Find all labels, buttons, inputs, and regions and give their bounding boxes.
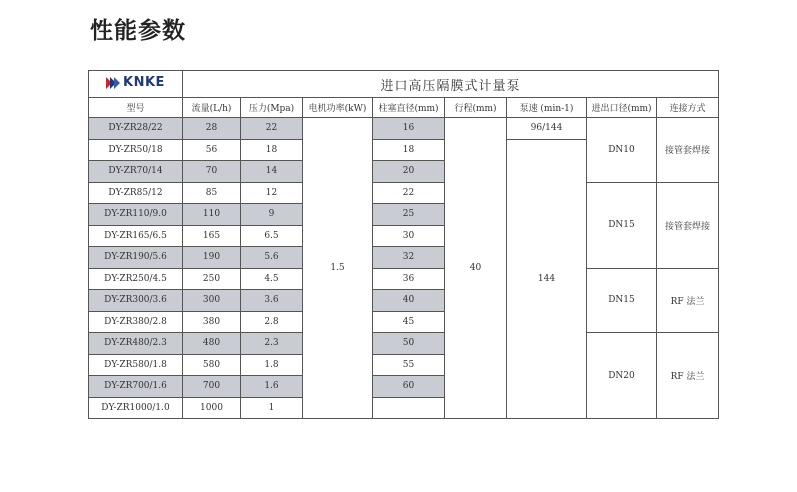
cell-flow: 190 bbox=[183, 247, 241, 269]
table-row bbox=[89, 118, 719, 140]
cell-flow: 380 bbox=[183, 311, 241, 333]
cell-connection: 接管套焊接 bbox=[657, 182, 719, 268]
header-port-diameter: 进出口径(mm) bbox=[587, 98, 657, 118]
cell-flow: 85 bbox=[183, 182, 241, 204]
header-pump-speed: 泵速 (min-1) bbox=[507, 98, 587, 118]
cell-flow: 300 bbox=[183, 290, 241, 312]
cell-plunger-diameter: 22 bbox=[373, 182, 445, 204]
cell-model: DY-ZR300/3.6 bbox=[89, 290, 183, 312]
spec-table bbox=[88, 70, 719, 419]
cell-pressure: 3.6 bbox=[241, 290, 303, 312]
cell-model: DY-ZR85/12 bbox=[89, 182, 183, 204]
page-title: 性能参数 bbox=[90, 18, 186, 44]
cell-model: DY-ZR165/6.5 bbox=[89, 225, 183, 247]
cell-pressure: 9 bbox=[241, 204, 303, 226]
cell-connection: RF 法兰 bbox=[657, 333, 719, 419]
cell-plunger-diameter: 18 bbox=[373, 139, 445, 161]
cell-flow: 28 bbox=[183, 118, 241, 140]
table-title-row bbox=[89, 71, 719, 98]
cell-pump-speed: 144 bbox=[507, 139, 587, 419]
cell-pressure: 14 bbox=[241, 161, 303, 183]
cell-port-diameter: DN20 bbox=[587, 333, 657, 419]
cell-pressure: 1.6 bbox=[241, 376, 303, 398]
cell-pressure: 18 bbox=[241, 139, 303, 161]
cell-model: DY-ZR190/5.6 bbox=[89, 247, 183, 269]
cell-plunger-diameter: 20 bbox=[373, 161, 445, 183]
cell-flow: 580 bbox=[183, 354, 241, 376]
cell-pressure: 22 bbox=[241, 118, 303, 140]
spec-table-container bbox=[88, 70, 719, 419]
cell-pressure: 1.8 bbox=[241, 354, 303, 376]
table-header-row bbox=[89, 98, 719, 118]
cell-model: DY-ZR28/22 bbox=[89, 118, 183, 140]
logo-cell bbox=[89, 71, 183, 98]
cell-model: DY-ZR380/2.8 bbox=[89, 311, 183, 333]
cell-flow: 110 bbox=[183, 204, 241, 226]
table-row bbox=[89, 333, 719, 355]
cell-plunger-diameter: 40 bbox=[373, 290, 445, 312]
table-title: 进口高压隔膜式计量泵 bbox=[183, 71, 719, 98]
cell-plunger-diameter: 60 bbox=[373, 376, 445, 398]
cell-model: DY-ZR50/18 bbox=[89, 139, 183, 161]
cell-pressure: 6.5 bbox=[241, 225, 303, 247]
cell-port-diameter: DN15 bbox=[587, 182, 657, 268]
cell-stroke: 40 bbox=[445, 118, 507, 419]
cell-flow: 700 bbox=[183, 376, 241, 398]
cell-pressure: 5.6 bbox=[241, 247, 303, 269]
cell-connection: 接管套焊接 bbox=[657, 118, 719, 183]
cell-model: DY-ZR1000/1.0 bbox=[89, 397, 183, 419]
cell-plunger-diameter: 45 bbox=[373, 311, 445, 333]
cell-motor-power: 1.5 bbox=[303, 118, 373, 419]
brand-logo-text: KNKE bbox=[123, 74, 165, 90]
header-connection: 连接方式 bbox=[657, 98, 719, 118]
cell-plunger-diameter: 50 bbox=[373, 333, 445, 355]
cell-flow: 250 bbox=[183, 268, 241, 290]
table-row bbox=[89, 182, 719, 204]
spec-table-body bbox=[89, 71, 719, 419]
cell-model: DY-ZR700/1.6 bbox=[89, 376, 183, 398]
cell-flow: 1000 bbox=[183, 397, 241, 419]
cell-flow: 70 bbox=[183, 161, 241, 183]
cell-model: DY-ZR70/14 bbox=[89, 161, 183, 183]
header-stroke: 行程(mm) bbox=[445, 98, 507, 118]
brand-logo-icon bbox=[106, 77, 120, 89]
cell-pressure: 2.8 bbox=[241, 311, 303, 333]
header-model: 型号 bbox=[89, 98, 183, 118]
header-pressure: 压力(Mpa) bbox=[241, 98, 303, 118]
cell-port-diameter: DN10 bbox=[587, 118, 657, 183]
cell-plunger-diameter bbox=[373, 397, 445, 419]
header-plunger-diameter: 柱塞直径(mm) bbox=[373, 98, 445, 118]
header-flow: 流量(L/h) bbox=[183, 98, 241, 118]
cell-flow: 165 bbox=[183, 225, 241, 247]
cell-plunger-diameter: 36 bbox=[373, 268, 445, 290]
header-motor-power: 电机功率(kW) bbox=[303, 98, 373, 118]
cell-model: DY-ZR580/1.8 bbox=[89, 354, 183, 376]
cell-model: DY-ZR110/9.0 bbox=[89, 204, 183, 226]
cell-plunger-diameter: 32 bbox=[373, 247, 445, 269]
cell-port-diameter: DN15 bbox=[587, 268, 657, 333]
cell-pressure: 12 bbox=[241, 182, 303, 204]
brand-logo bbox=[106, 76, 165, 90]
cell-pressure: 4.5 bbox=[241, 268, 303, 290]
table-row bbox=[89, 268, 719, 290]
cell-pressure: 2.3 bbox=[241, 333, 303, 355]
cell-model: DY-ZR480/2.3 bbox=[89, 333, 183, 355]
cell-flow: 480 bbox=[183, 333, 241, 355]
cell-pump-speed: 96/144 bbox=[507, 118, 587, 140]
cell-flow: 56 bbox=[183, 139, 241, 161]
cell-plunger-diameter: 16 bbox=[373, 118, 445, 140]
cell-plunger-diameter: 25 bbox=[373, 204, 445, 226]
cell-connection: RF 法兰 bbox=[657, 268, 719, 333]
cell-plunger-diameter: 55 bbox=[373, 354, 445, 376]
cell-model: DY-ZR250/4.5 bbox=[89, 268, 183, 290]
cell-plunger-diameter: 30 bbox=[373, 225, 445, 247]
cell-pressure: 1 bbox=[241, 397, 303, 419]
